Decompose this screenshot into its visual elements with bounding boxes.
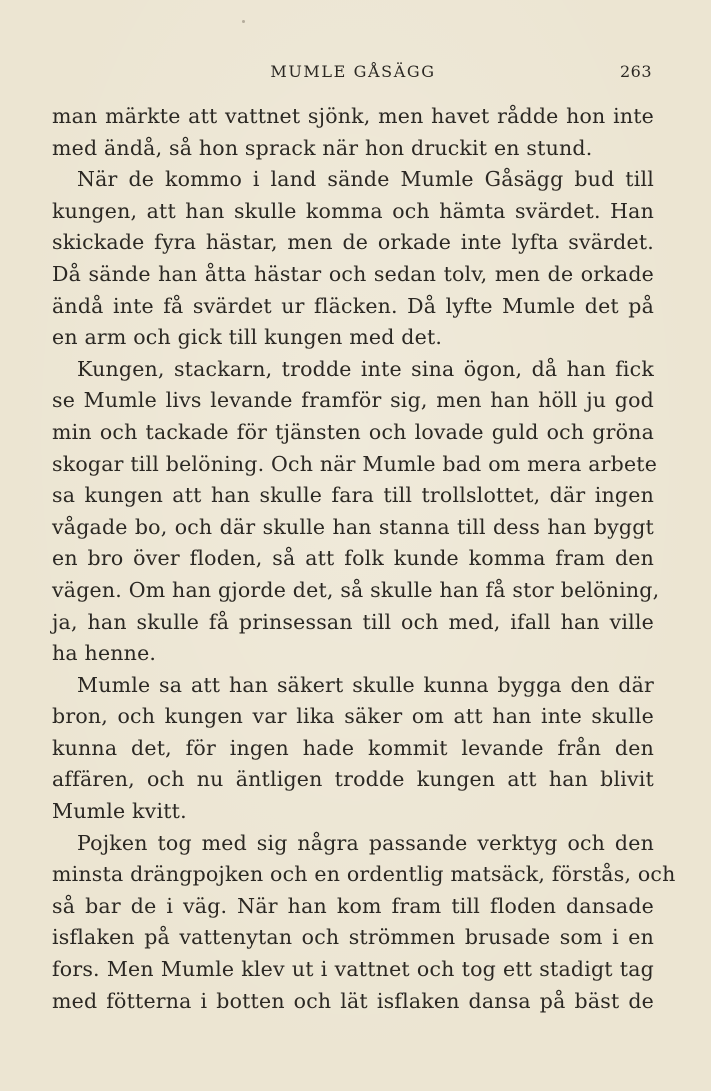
text-line: en bro över floden, så att folk kunde komma fram den [52,546,654,571]
text-line: så bar de i väg. När han kom fram till floden dansade [52,893,654,918]
paragraph-start-line: När de kommo i land sände Mumle Gåsägg bud till [77,167,654,192]
text-line: kunna det, för ingen hade kommit levande från den [52,735,654,760]
page-number: 263 [619,62,652,81]
text-line: kungen, att han skulle komma och hämta svärdet. Han [52,198,654,223]
text-line: skickade fyra hästar, men de orkade inte lyfta svärdet. [52,230,654,255]
ink-speck [242,20,245,23]
text-line: med ändå, så hon sprack när hon druckit en stund. [52,135,593,160]
text-line: min och tackade för tjänsten och lovade guld och gröna [52,419,654,444]
paragraph-start-line: Pojken tog med sig några passande verktyg och den [77,830,654,855]
text-line: man märkte att vattnet sjönk, men havet rådde hon inte [52,104,654,128]
text-line: ha henne. [52,641,157,666]
text-body [52,101,676,1017]
text-line: se Mumle livs levande framför sig, men han höll ju god [52,388,654,413]
running-header [52,58,654,86]
text-line: affären, och nu äntligen trodde kungen att han blivit [52,767,654,792]
text-line: ja, han skulle få prinsessan till och med, ifall han ville [52,609,654,634]
text-line: bron, och kungen var lika säker om att han inte skulle [52,704,654,729]
text-line: Då sände han åtta hästar och sedan tolv, men de orkade [52,261,654,286]
text-line: fors. Men Mumle klev ut i vattnet och tog ett stadigt tag [52,957,654,982]
paragraph-start-line: Kungen, stackarn, trodde inte sina ögon, då han fick [77,356,654,381]
text-line: vågade bo, och där skulle han stanna till dess han byggt [52,514,654,539]
text-line: en arm och gick till kungen med det. [52,325,443,350]
text-line: skogar till belöning. Och när Mumle bad om mera arbete [52,451,658,476]
text-line: sa kungen att han skulle fara till trollslottet, där ingen [52,483,654,508]
text-line: med fötterna i botten och lät isflaken dansa på bäst de [52,988,654,1013]
paragraph-start-line: Mumle sa att han säkert skulle kunna bygga den där [77,672,654,697]
text-line: minsta drängpojken och en ordentlig matsäck, förstås, och [52,862,676,887]
text-line: ändå inte få svärdet ur fläcken. Då lyfte Mumle det på [52,293,654,318]
text-line: isflaken på vattenytan och strömmen brusade som i en [52,925,654,950]
running-title: MUMLE GÅSÄGG [270,62,436,81]
text-line: Mumle kvitt. [52,799,187,824]
text-line: vägen. Om han gjorde det, så skulle han få stor belöning, [52,577,660,602]
